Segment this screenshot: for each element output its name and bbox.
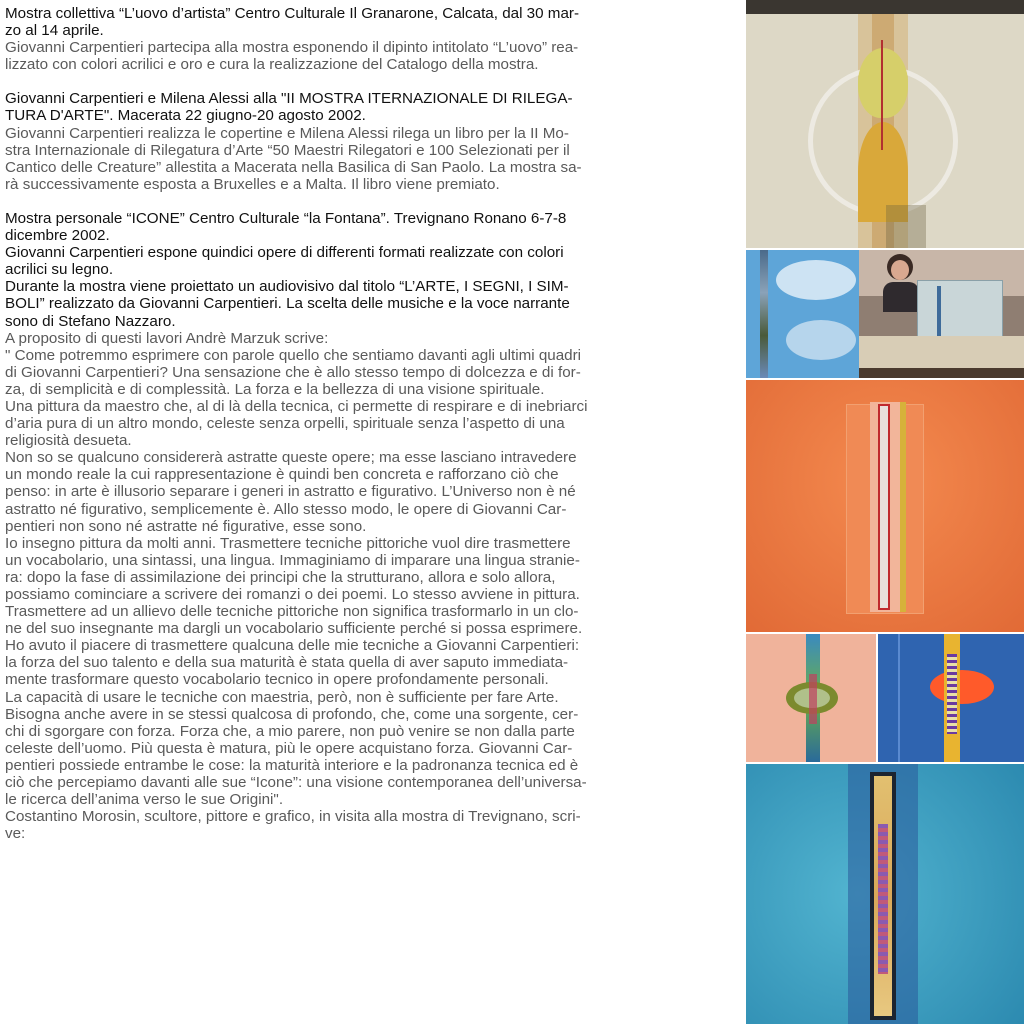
exhibition-1-body: Giovanni Carpentieri partecipa alla mostra esponendo il dipinto intitolato “L’uovo” rea- lizzato con colori acrilici e oro e cura la realizzazione del Catalogo della mostra. (5, 39, 579, 74)
exhibition-2-title: Giovanni Carpentieri e Milena Alessi alla "II MOSTRA ITERNAZIONALE DI RILEGA- TURA D'ARTE". Macerata 22 giugno-20 agosto 2002. (5, 90, 573, 125)
exhibition-3-body: A proposito di questi lavori Andrè Marzuk scrive: " Come potremmo esprimere con parole quello che sentiamo davanti agli ultimi quadri di Giovanni Carpentieri? Una sensazione che è allo stesso tempo di dolcezza e di for- za, di semplicità e di complessità. La forza e la bellezza di una visione spirituale. Una pittura da maestro che, al di là della tecnica, ci permette di respirare e di inebriarci d’aria pura di un altro mondo, celeste senza orpelli, spirituale senza l’aspetto di una religiosità desueta. Non so se qualcuno considererà astratte queste opere; ma esse lasciano intravedere un mondo reale la cui rappresentazione è quindi ben concreta e rafforzano ciò che penso: in arte è illusorio separare i generi in astratto e figurativo. L’Universo non è né astratto né figurativo, semplicemente è. Allo stesso modo, le opere di Giovanni Car- pentieri non sono né astratte né figurative, esse sono. Io insegno pittura da molti anni. Trasmettere tecniche pittoriche vuol dire trasmettere un vocabolario, una sintassi, una lingua. Immaginiamo di imparare una lingua stranie- ra: dopo la fase di assimilazione dei principi che la strutturano, allora e solo allora, possiamo cominciare a scrivere dei romanzi o dei poemi. Lo stesso avviene in pittura. Trasmettere ad un allievo delle tecniche pittoriche non significa trasformarlo in un clo- ne del suo insegnante ma dargli un vocabolario sufficiente perché si possa esprimere. Ho avuto il piacere di trasmettere qualcuna delle mie tecniche a Giovanni Carpentieri: la forza del suo talento e della sua maturità è stata quella di aver saputo immediata- mente trasformare questo vocabolario tecnico in opere profondamente personali. La capacità di usare le tecniche con maestria, però, non è sufficiente per fare Arte. Bisogna anche avere in se stessi qualcosa di profondo, che, come una sorgente, cer- chi di sgorgare con forza. Forza che, a mio parere, non può venire se non dalla parte celeste dell’uomo. Più questa è matura, più le opere acquistano forza. Giovanni Car- pentieri possiede entrambe le cose: la maturità interiore e la padronanza tecnica ed è ciò che percepiamo davanti alle sue “Icone”: una visione contemporanea dell’universa- le ricerca dell’anima verso le sue Origini". Costantino Morosin, scultore, pittore e grafico, in visita alla mostra di Trevignano, scri- ve: (5, 329, 588, 843)
orange-painting-image (746, 380, 1024, 632)
blue-vertical-painting-image (746, 764, 1024, 1024)
exhibition-3-title: Mostra personale “ICONE” Centro Culturale “la Fontana”. Trevignano Ronano 6-7-8 dicembre 2002. Giovanni Carpentieri espone quindici opere di differenti formati realizzate con colori acrilici su legno. Durante la mostra viene proiettato un audiovisivo dal titolo “L’ARTE, I SEGNI, I SIM- BOLI” realizzato da Giovanni Carpentieri. La scelta delle musiche e la voce narrante sono di Stefano Nazzaro. (5, 209, 570, 330)
egg-painting-image (746, 0, 1024, 248)
exhibition-2-body: Giovanni Carpentieri realizza le copertine e Milena Alessi rilega un libro per la II Mo- stra Internazionale di Rilegatura d’Arte “50 Maestri Rilegatori e 100 Selezionati per il Cantico delle Creature” allestita a Macerata nella Basilica di San Paolo. La mostra sa- rà successivamente esposta a Bruxelles e a Malta. Il libro viene premiato. (5, 124, 582, 193)
artwork-image-column (746, 0, 1024, 1024)
paragraph-spacer (5, 73, 727, 90)
sky-painting-image (746, 250, 859, 378)
paragraph-spacer (5, 193, 727, 210)
bookbinding-photo-image (859, 250, 1024, 378)
article-text-column (5, 5, 727, 842)
blue-red-painting-image (878, 634, 1024, 762)
exhibition-1-title: Mostra collettiva “L’uovo d’artista” Centro Culturale Il Granarone, Calcata, dal 30 mar- zo al 14 aprile. (5, 5, 580, 40)
peach-painting-image (746, 634, 876, 762)
